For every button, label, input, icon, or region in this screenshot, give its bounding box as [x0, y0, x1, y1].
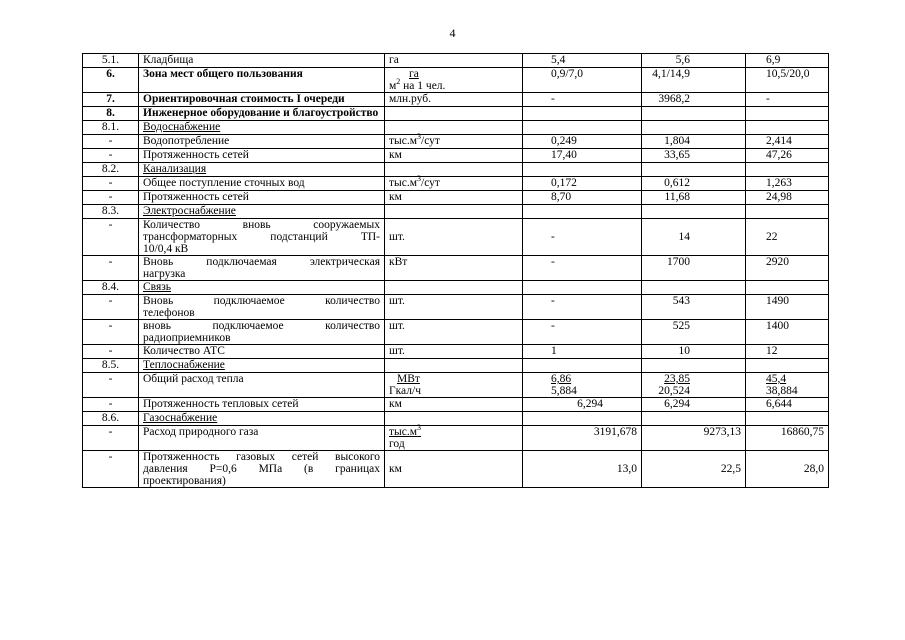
value-col-1	[523, 107, 642, 121]
row-unit	[385, 359, 523, 373]
table-row	[83, 191, 829, 205]
table-row	[83, 320, 829, 345]
row-name-line: телефонов	[143, 307, 195, 319]
row-unit	[385, 281, 523, 295]
unit-prefix: тыс.м	[389, 135, 418, 147]
row-name: Водопотребление	[139, 135, 385, 149]
row-name-line: Вновь подключаемое количество	[143, 295, 380, 307]
value-col-3: 2920	[746, 256, 829, 281]
row-name-line: проектирования)	[143, 475, 226, 487]
row-name: Кладбища	[139, 54, 385, 68]
row-name: Количество АТС	[139, 345, 385, 359]
value-col-1: 3191,678	[523, 426, 642, 451]
row-name	[139, 256, 385, 281]
row-number: -	[83, 177, 139, 191]
row-number: -	[83, 295, 139, 320]
value-col-3	[746, 163, 829, 177]
unit-superscript: 2	[396, 77, 401, 87]
row-name-line: 10/0,4 кВ	[143, 243, 189, 255]
value-col-1: 0,172	[523, 177, 642, 191]
row-unit	[385, 205, 523, 219]
row-unit	[385, 412, 523, 426]
row-number: 8.4.	[83, 281, 139, 295]
page-number: 4	[449, 26, 456, 40]
unit-numerator: га	[409, 68, 419, 80]
value-col-2	[642, 205, 746, 219]
row-unit	[385, 121, 523, 135]
row-number: -	[83, 149, 139, 163]
value-col-1: -	[523, 295, 642, 320]
value-col-2: 33,65	[642, 149, 746, 163]
row-name-line: трансформаторных подстанций ТП-	[143, 231, 380, 243]
row-name: Канализация	[139, 163, 385, 177]
row-number: 7.	[83, 93, 139, 107]
unit-superscript: 3	[417, 423, 422, 433]
value-col-3: 6,644	[746, 398, 829, 412]
row-number: -	[83, 451, 139, 488]
table-row	[83, 256, 829, 281]
value-col-2: 1700	[642, 256, 746, 281]
value-col-1: -	[523, 219, 642, 256]
value-col-2	[642, 412, 746, 426]
row-number: -	[83, 135, 139, 149]
unit-suffix: /сут	[421, 135, 440, 147]
value-col-3	[746, 281, 829, 295]
row-name: Инженерное оборудование и благоустройство	[139, 107, 385, 121]
value-col-2: 22,5	[642, 451, 746, 488]
unit-superscript: 3	[417, 174, 422, 184]
row-name: Зона мест общего пользования	[139, 68, 385, 93]
row-unit	[385, 68, 523, 93]
value-col-1	[523, 412, 642, 426]
row-unit: шт.	[385, 320, 523, 345]
value-col-3	[746, 373, 829, 398]
unit-numerator: МВт	[397, 373, 420, 385]
row-name-line: давления Р=0,6 МПа (в границах	[143, 463, 380, 475]
table-row	[83, 177, 829, 191]
row-unit	[385, 107, 523, 121]
value-col-3: 1490	[746, 295, 829, 320]
row-number: -	[83, 219, 139, 256]
value-col-3: 28,0	[746, 451, 829, 488]
value-col-1: 5,4	[523, 54, 642, 68]
value-col-2: 10	[642, 345, 746, 359]
value-col-1	[523, 373, 642, 398]
row-number: -	[83, 256, 139, 281]
row-unit: кВт	[385, 256, 523, 281]
table-row	[83, 345, 829, 359]
value-col-2	[642, 281, 746, 295]
table-row	[83, 121, 829, 135]
value-col-3: 24,98	[746, 191, 829, 205]
row-number: -	[83, 426, 139, 451]
unit-denominator: на 1 чел.	[403, 80, 446, 92]
value-col-3	[746, 359, 829, 373]
value-col-2: 11,68	[642, 191, 746, 205]
unit-prefix: тыс.м	[389, 426, 418, 438]
value-col-2: 4,1/14,9	[642, 68, 746, 93]
indicators-table	[82, 53, 829, 488]
value-col-2: 6,294	[642, 398, 746, 412]
value-col-3: 10,5/20,0	[746, 68, 829, 93]
value-col-1: -	[523, 93, 642, 107]
value-bottom: 38,884	[766, 385, 798, 397]
value-col-3: 12	[746, 345, 829, 359]
value-top: 23,85	[664, 373, 690, 385]
value-col-1: -	[523, 256, 642, 281]
row-number: -	[83, 345, 139, 359]
unit-suffix: /сут	[421, 177, 440, 189]
value-col-1: 8,70	[523, 191, 642, 205]
row-unit	[385, 423, 523, 451]
row-name: Газоснабжение	[139, 412, 385, 426]
value-col-1: 13,0	[523, 451, 642, 488]
value-col-1: 0,9/7,0	[523, 68, 642, 93]
row-number: 8.	[83, 107, 139, 121]
row-number: -	[83, 398, 139, 412]
row-number: 8.1.	[83, 121, 139, 135]
value-col-1	[523, 205, 642, 219]
value-col-3: -	[746, 93, 829, 107]
row-name: Общий расход тепла	[139, 373, 385, 398]
row-name	[139, 320, 385, 345]
value-top: 6,86	[551, 373, 572, 385]
row-name-line: Количество вновь сооружаемых	[143, 219, 380, 231]
unit-prefix: м	[389, 80, 397, 92]
row-number: 8.5.	[83, 359, 139, 373]
value-col-2: 14	[642, 219, 746, 256]
table-row	[83, 107, 829, 121]
row-unit: шт.	[385, 295, 523, 320]
row-unit: млн.руб.	[385, 93, 523, 107]
table-row	[83, 359, 829, 373]
unit-prefix: тыс.м	[389, 177, 418, 189]
value-col-3	[746, 121, 829, 135]
row-unit	[385, 373, 523, 398]
value-col-2: 543	[642, 295, 746, 320]
unit-denominator: год	[389, 438, 405, 450]
value-col-1: 1	[523, 345, 642, 359]
row-name: Водоснабжение	[139, 121, 385, 135]
value-col-1: 0,249	[523, 135, 642, 149]
value-col-1	[523, 359, 642, 373]
row-unit: км	[385, 398, 523, 412]
row-name	[139, 451, 385, 488]
value-col-3	[746, 107, 829, 121]
row-name: Ориентировочная стоимость I очереди	[139, 93, 385, 107]
row-name	[139, 219, 385, 256]
table-row	[83, 451, 829, 488]
row-name: Протяженность тепловых сетей	[139, 398, 385, 412]
value-col-2	[642, 359, 746, 373]
value-top: 45,4	[766, 373, 787, 385]
value-bottom: 5,884	[551, 385, 577, 397]
row-unit: шт.	[385, 219, 523, 256]
value-col-3: 1400	[746, 320, 829, 345]
value-col-3: 6,9	[746, 54, 829, 68]
row-name: Расход природного газа	[139, 426, 385, 451]
row-unit	[385, 132, 523, 149]
table-row	[83, 68, 829, 93]
value-col-1	[523, 281, 642, 295]
value-col-2: 0,612	[642, 177, 746, 191]
table-row	[83, 135, 829, 149]
row-number: -	[83, 373, 139, 398]
value-col-1: 17,40	[523, 149, 642, 163]
value-bottom: 20,524	[658, 385, 690, 397]
row-name: Теплоснабжение	[139, 359, 385, 373]
row-name-line: Протяженность газовых сетей высокого	[143, 451, 380, 463]
value-col-3: 22	[746, 219, 829, 256]
row-number: -	[83, 320, 139, 345]
value-col-2: 525	[642, 320, 746, 345]
row-name: Общее поступление сточных вод	[139, 177, 385, 191]
value-col-3: 1,263	[746, 177, 829, 191]
value-col-1	[523, 121, 642, 135]
value-col-1	[523, 163, 642, 177]
row-name-line: нагрузка	[143, 268, 186, 280]
table-row	[83, 412, 829, 426]
value-col-1: -	[523, 320, 642, 345]
row-number: 8.6.	[83, 412, 139, 426]
table-row	[83, 426, 829, 451]
value-col-3: 47,26	[746, 149, 829, 163]
unit-denominator: Гкал/ч	[389, 385, 421, 397]
table-row	[83, 149, 829, 163]
value-col-2: 1,804	[642, 135, 746, 149]
value-col-2	[642, 163, 746, 177]
row-name-line: вновь подключаемое количество	[143, 320, 380, 332]
table-row	[83, 205, 829, 219]
row-name-line: радиоприемников	[143, 332, 231, 344]
row-unit: га	[385, 54, 523, 68]
row-unit: км	[385, 149, 523, 163]
row-unit: км	[385, 191, 523, 205]
unit-superscript: 3	[417, 132, 422, 142]
value-col-3	[746, 412, 829, 426]
value-col-1: 6,294	[523, 398, 642, 412]
row-name: Связь	[139, 281, 385, 295]
value-col-2	[642, 121, 746, 135]
row-name-line: Вновь подключаемая электрическая	[143, 256, 380, 268]
value-col-2: 9273,13	[642, 426, 746, 451]
row-number: 5.1.	[83, 54, 139, 68]
table-row	[83, 373, 829, 398]
value-col-2: 5,6	[642, 54, 746, 68]
value-col-2	[642, 107, 746, 121]
table-row	[83, 163, 829, 177]
row-name	[139, 295, 385, 320]
row-unit: шт.	[385, 345, 523, 359]
value-col-3	[746, 205, 829, 219]
table-row	[83, 93, 829, 107]
table-row	[83, 281, 829, 295]
row-name: Электроснабжение	[139, 205, 385, 219]
row-name: Протяженность сетей	[139, 191, 385, 205]
row-number: 6.	[83, 68, 139, 93]
row-number: 8.3.	[83, 205, 139, 219]
row-number: -	[83, 191, 139, 205]
table-row	[83, 398, 829, 412]
table-row	[83, 54, 829, 68]
table-row	[83, 295, 829, 320]
value-col-2: 3968,2	[642, 93, 746, 107]
value-col-3: 2,414	[746, 135, 829, 149]
value-col-3: 16860,75	[746, 426, 829, 451]
row-number: 8.2.	[83, 163, 139, 177]
table-row	[83, 219, 829, 256]
row-name: Протяженность сетей	[139, 149, 385, 163]
value-col-2	[642, 373, 746, 398]
row-unit	[385, 174, 523, 191]
row-unit	[385, 163, 523, 177]
row-unit: км	[385, 451, 523, 488]
